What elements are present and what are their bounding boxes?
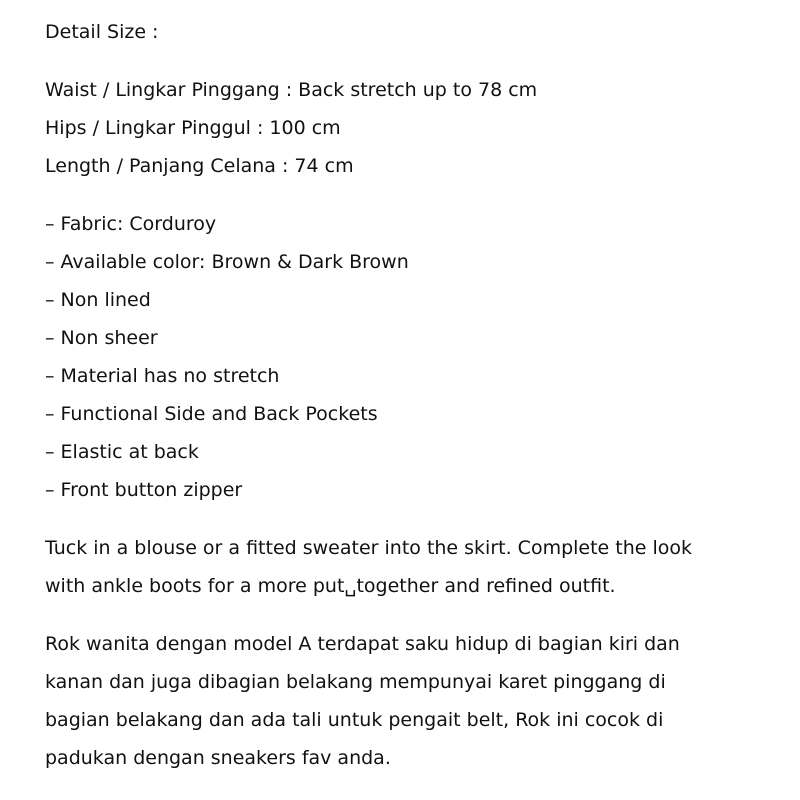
description-english-line: with ankle boots for a more put␣together and refined outfit. bbox=[45, 575, 616, 597]
description-indonesian-line: kanan dan juga dibagian belakang mempunyai karet pinggang di bbox=[45, 671, 666, 693]
detail-size-heading bbox=[45, 13, 765, 51]
size-length: Length / Panjang Celana : 74 cm bbox=[45, 155, 354, 177]
feature-list bbox=[45, 205, 765, 509]
feature-item: – Elastic at back bbox=[45, 441, 199, 463]
size-list bbox=[45, 71, 765, 185]
feature-item: – Non lined bbox=[45, 289, 151, 311]
feature-item: – Material has no stretch bbox=[45, 365, 280, 387]
description-indonesian-line: Rok wanita dengan model A terdapat saku hidup di bagian kiri dan bbox=[45, 633, 680, 655]
size-hips: Hips / Lingkar Pinggul : 100 cm bbox=[45, 117, 341, 139]
description-english bbox=[45, 529, 765, 605]
feature-item: – Functional Side and Back Pockets bbox=[45, 403, 378, 425]
description-indonesian bbox=[45, 625, 765, 777]
feature-item: – Front button zipper bbox=[45, 479, 243, 501]
product-detail-content bbox=[45, 13, 765, 777]
feature-item: – Available color: Brown & Dark Brown bbox=[45, 251, 409, 273]
description-english-line: Tuck in a blouse or a fitted sweater into the skirt. Complete the look bbox=[45, 537, 693, 559]
detail-size-heading-text: Detail Size : bbox=[45, 21, 159, 43]
size-waist: Waist / Lingkar Pinggang : Back stretch up to 78 cm bbox=[45, 79, 538, 101]
description-indonesian-line: padukan dengan sneakers fav anda. bbox=[45, 747, 391, 769]
feature-item: – Fabric: Corduroy bbox=[45, 213, 217, 235]
description-indonesian-line: bagian belakang dan ada tali untuk pengait belt, Rok ini cocok di bbox=[45, 709, 664, 731]
feature-item: – Non sheer bbox=[45, 327, 158, 349]
